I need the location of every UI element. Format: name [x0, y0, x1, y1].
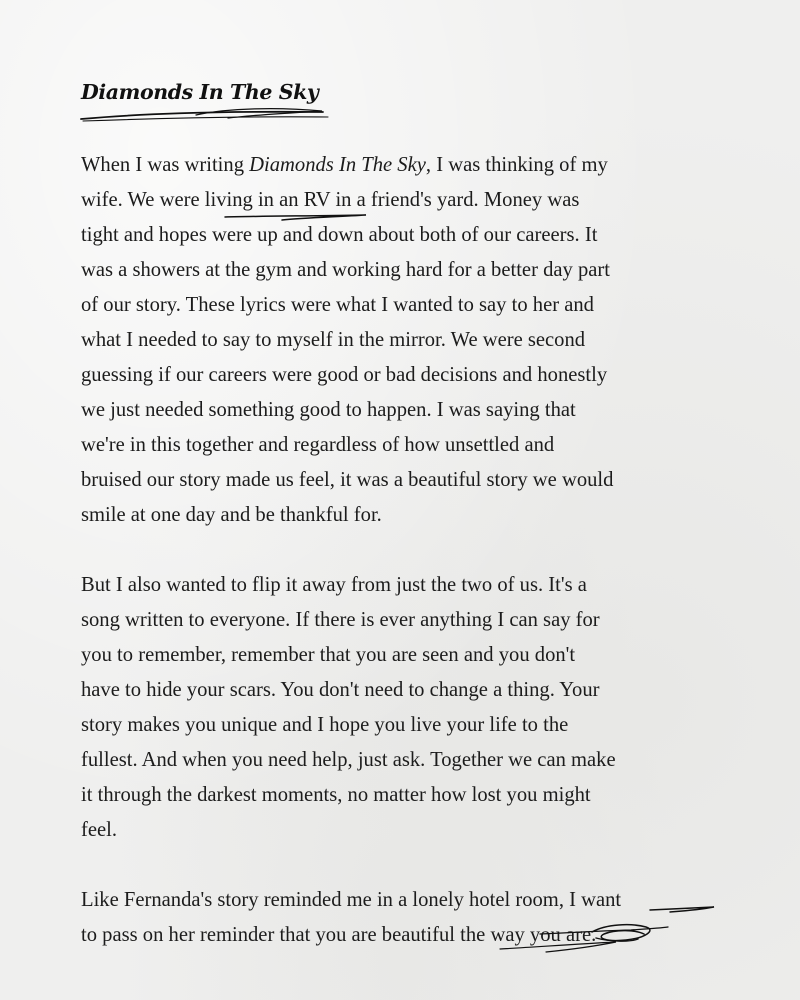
paragraph	[81, 883, 741, 953]
text-line: to pass on her reminder that you are beautiful the way you are.	[81, 924, 597, 946]
body-text	[81, 148, 741, 953]
text-line: fullest. And when you need help, just ask. Together we can make	[81, 749, 616, 771]
song-title-italic: Diamonds In The Sky	[249, 154, 426, 176]
text-line: But I also wanted to flip it away from just the two of us. It's a	[81, 574, 587, 596]
page-title: Diamonds In The Sky	[81, 80, 319, 104]
paragraph	[81, 568, 741, 848]
text-line: When I was writing Diamonds In The Sky, I was thinking of my	[81, 154, 608, 176]
text-line: story makes you unique and I hope you live your life to the	[81, 714, 569, 736]
text-line: tight and hopes were up and down about both of our careers. It	[81, 224, 598, 246]
text-line: it through the darkest moments, no matter how lost you might	[81, 784, 591, 806]
text-line: bruised our story made us feel, it was a beautiful story we would	[81, 469, 614, 491]
text-line: we're in this together and regardless of how unsettled and	[81, 434, 555, 456]
text-line: guessing if our careers were good or bad decisions and honestly	[81, 364, 608, 386]
text-line: song written to everyone. If there is ever anything I can say for	[81, 609, 600, 631]
text-line: wife. We were living in an RV in a friend's yard. Money was	[81, 189, 580, 211]
text-line: you to remember, remember that you are seen and you don't	[81, 644, 576, 666]
text-line: was a showers at the gym and working hard for a better day part	[81, 259, 610, 281]
text-line: have to hide your scars. You don't need to change a thing. Your	[81, 679, 600, 701]
text-line: what I needed to say to myself in the mirror. We were second	[81, 329, 586, 351]
paragraph	[81, 148, 741, 533]
text-line: feel.	[81, 819, 118, 841]
text-line: we just needed something good to happen. I was saying that	[81, 399, 576, 421]
text-line: Like Fernanda's story reminded me in a lonely hotel room, I want	[81, 889, 622, 911]
text-line: of our story. These lyrics were what I wanted to say to her and	[81, 294, 594, 316]
text-line: smile at one day and be thankful for.	[81, 504, 382, 526]
